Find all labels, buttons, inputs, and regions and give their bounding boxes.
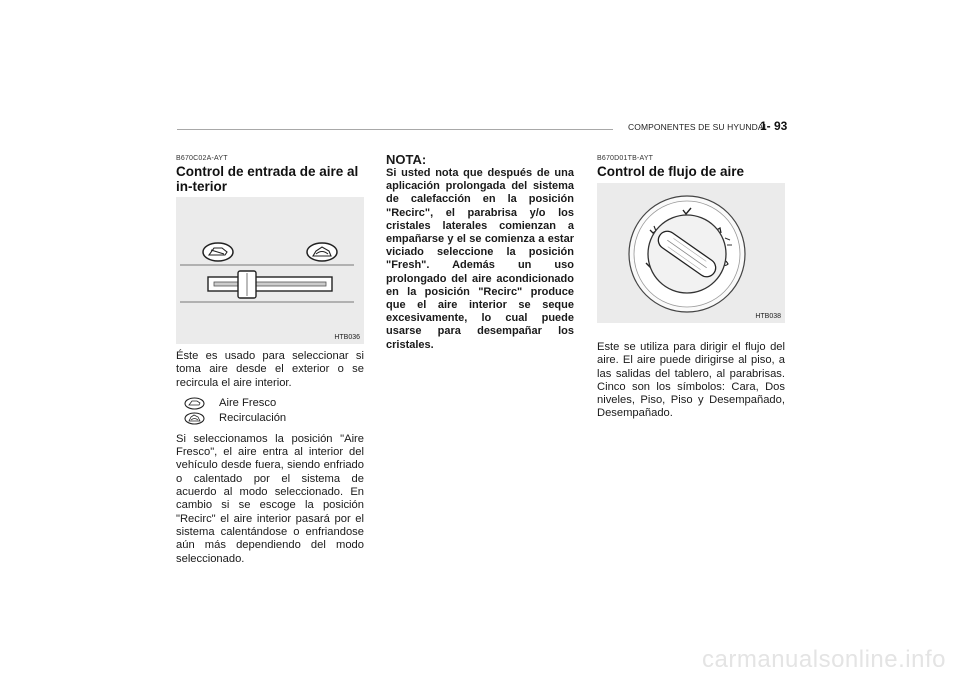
- description-paragraph: Este se utiliza para dirigir el flujo del aire. El aire puede dirigirse al piso, a las salidas del tablero, al parabrisas. Cinco son los símbolos: Cara, Dos niveles, Piso, Piso y Desempañado, Desempañado.: [597, 341, 785, 420]
- left-column: [176, 155, 364, 566]
- legend-label-fresh-air: Aire Fresco: [219, 397, 277, 410]
- figure-label: HTB038: [755, 313, 781, 320]
- description-paragraph: Si seleccionamos la posición "Aire Fresco", el aire entra al interior del vehículo desde fuera, siendo enfriado o calentado por el sistema de acuerdo al modo seleccionado. En cambio si se escoge la posición "Recirc" el aire interior pasará por el sistema calentándose o enfriandose aún más dependiendo del modo seleccionado.: [176, 432, 364, 565]
- fresh-air-icon: [203, 243, 233, 261]
- section-code: B670D01TB-AYT: [597, 155, 654, 162]
- section-title: Control de flujo de aire: [597, 164, 745, 179]
- note-title: NOTA:: [386, 152, 427, 167]
- recirculation-icon: [307, 243, 337, 261]
- intro-paragraph: Éste es usado para seleccionar si toma aire desde el exterior o se recircula el aire interior.: [176, 350, 364, 389]
- figure-label: HTB036: [334, 334, 360, 341]
- watermark: carmanualsonline.info: [702, 646, 946, 673]
- legend-item-fresh-air: [176, 396, 364, 411]
- section-title: Control de entrada de aire al in-terior: [176, 164, 359, 194]
- section-header: COMPONENTES DE SU HYUNDAI: [628, 122, 767, 132]
- airflow-knob-illustration: [597, 183, 785, 323]
- slider-handle: [238, 271, 256, 298]
- legend-label-recirculation: Recirculación: [219, 412, 287, 425]
- section-code: B670C02A-AYT: [176, 155, 228, 162]
- page-number: 1- 93: [760, 119, 788, 133]
- header-rule: [177, 129, 613, 130]
- note-column: [386, 152, 574, 352]
- air-intake-slider-illustration: [176, 197, 364, 344]
- right-column: [597, 155, 785, 421]
- airflow-figure: [597, 183, 785, 323]
- air-intake-figure: [176, 197, 364, 344]
- symbol-legend: [176, 396, 364, 426]
- legend-item-recirculation: [176, 411, 364, 426]
- note-text: Si usted nota que después de una aplicación prolongada del sistema de calefacción en la posición "Recirc", el parabrisa y/o los cristales laterales comienzan a empañarse y el se comienza a estar viciado seleccione la posición "Fresh". Además un uso prolongado del aire acondicionado en la posición "Recirc" produce que el aire interior se seque excesivamente, lo cual puede usarse para desempañar los cristales.: [386, 167, 574, 351]
- fresh-air-icon: [184, 397, 205, 410]
- airflow-knob: [648, 215, 726, 293]
- recirculation-icon: [184, 412, 205, 425]
